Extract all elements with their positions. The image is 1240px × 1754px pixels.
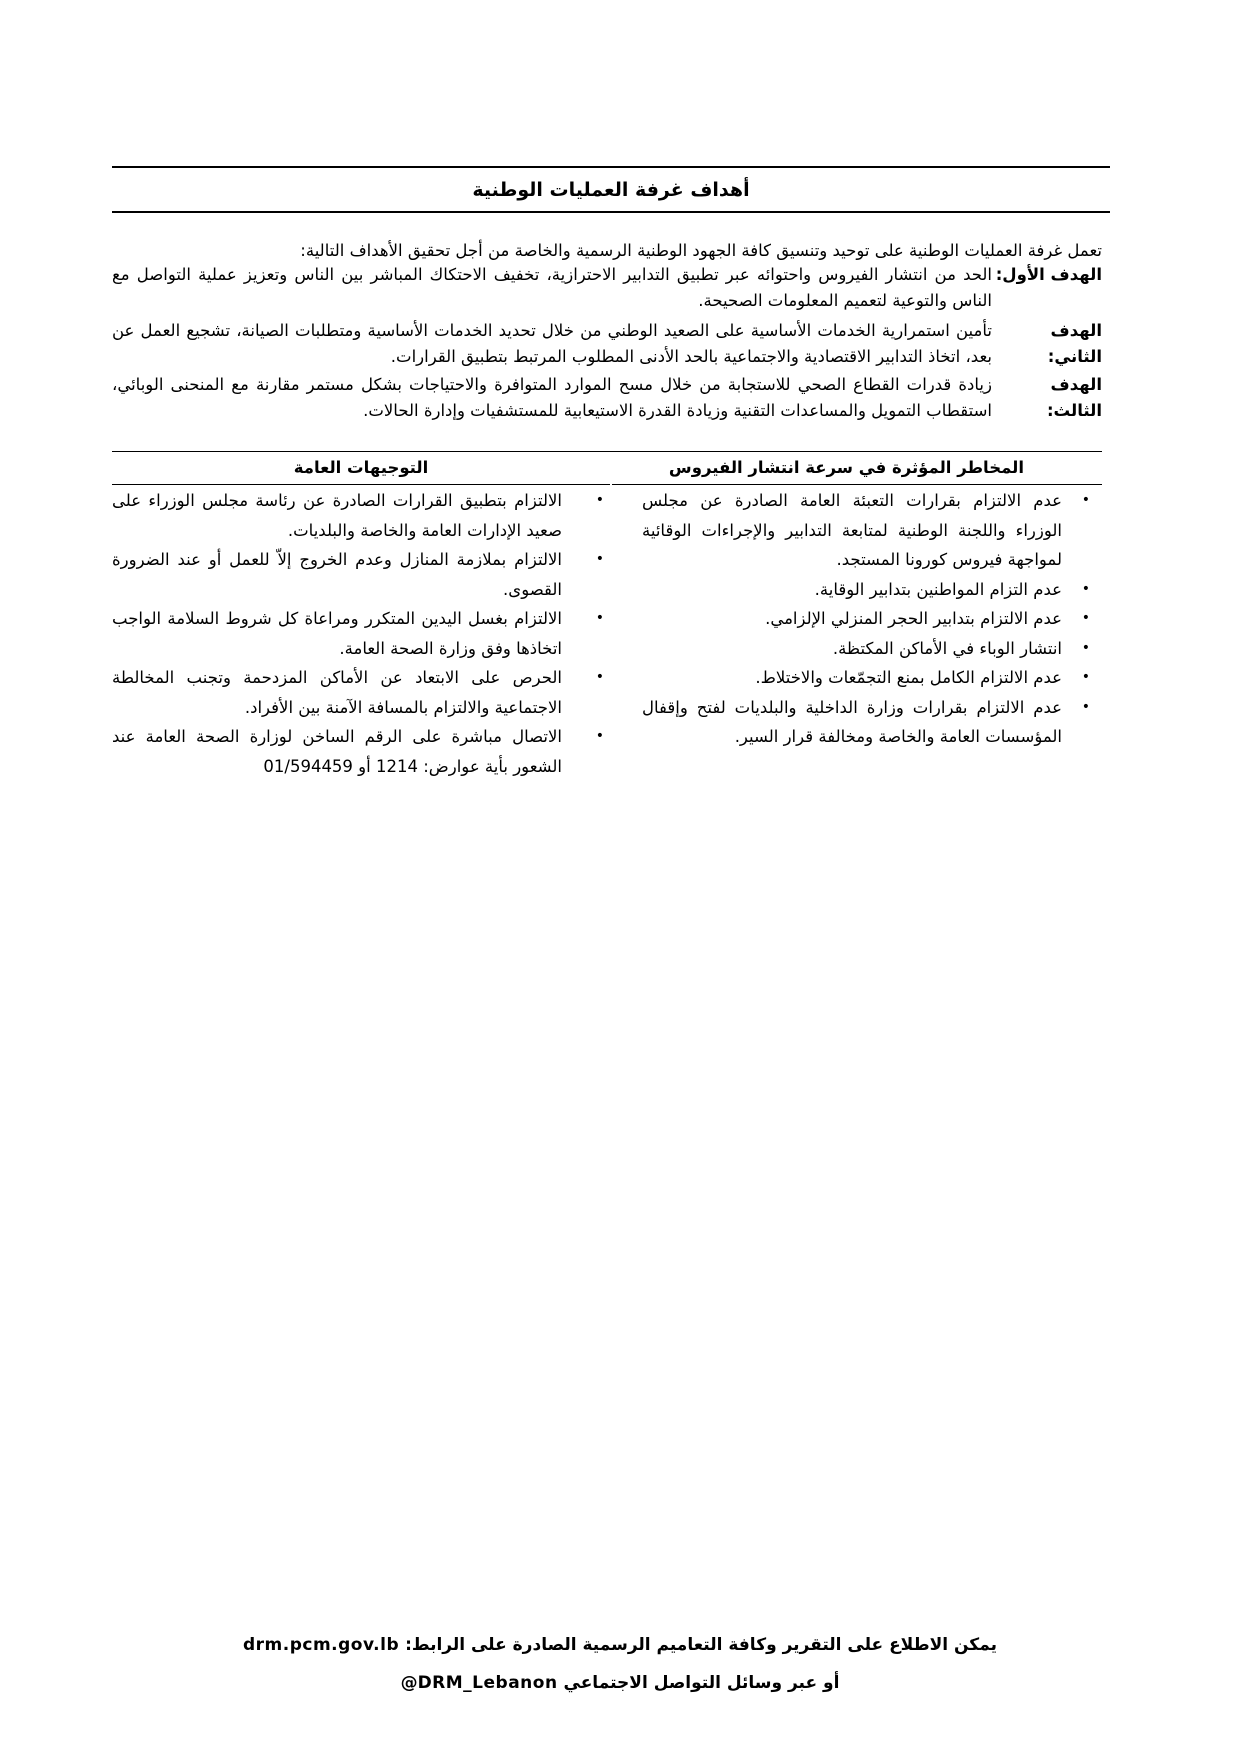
goal-item bbox=[112, 262, 1102, 314]
bullet-icon: • bbox=[595, 492, 604, 508]
bullet-icon: • bbox=[1081, 639, 1090, 656]
guidelines-heading-text: التوجيهات العامة bbox=[293, 458, 429, 477]
list-item-text: عدم الالتزام بقرارات وزارة الداخلية والبلديات لفتح وإقفال المؤسسات العامة والخاصة ومخالفة قرار السير. bbox=[642, 697, 1062, 746]
list-item-text: الاتصال مباشرة على الرقم الساخن لوزارة الصحة العامة عند الشعور بأية عوارض: 1214 أو 01/594459 bbox=[112, 727, 562, 776]
bullet-icon: • bbox=[1081, 610, 1090, 626]
guidelines-list bbox=[112, 486, 610, 781]
list-item bbox=[642, 575, 1102, 605]
list-item bbox=[642, 663, 1102, 693]
bullet-icon: • bbox=[595, 728, 604, 744]
bullet-icon: • bbox=[595, 610, 604, 626]
goal-label: الهدف الثالث: bbox=[1046, 375, 1102, 420]
bullet-icon: • bbox=[595, 551, 604, 567]
footer-link-line bbox=[0, 1635, 1240, 1655]
list-item bbox=[642, 693, 1102, 752]
risks-heading-text: المخاطر المؤثرة في سرعة انتشار الفيروس bbox=[668, 458, 1024, 477]
list-item bbox=[112, 604, 610, 663]
two-column-table bbox=[112, 451, 1102, 776]
list-item bbox=[642, 634, 1102, 664]
list-item bbox=[112, 486, 610, 545]
intro-paragraph: تعمل غرفة العمليات الوطنية على توحيد وتنسيق كافة الجهود الوطنية الرسمية والخاصة من أجل تحقيق الأهداف التالية: bbox=[300, 241, 1102, 260]
bullet-icon: • bbox=[1081, 698, 1090, 715]
list-item bbox=[642, 604, 1102, 634]
social-handle-link[interactable]: @DRM_Lebanon bbox=[400, 1673, 558, 1693]
list-item-text: انتشار الوباء في الأماكن المكتظة. bbox=[832, 638, 1062, 658]
list-item-text: الالتزام بغسل اليدين المتكرر ومراعاة كل شروط السلامة الواجب اتخاذها وفق وزارة الصحة العامة. bbox=[112, 609, 562, 658]
goal-text: الحد من انتشار الفيروس واحتوائه عبر تطبيق التدابير الاحترازية، تخفيف الاحتكاك المباشر بين الناس وتعزيز عملية التواصل مع الناس والتوعية لتعميم المعلومات الصحيحة. bbox=[112, 265, 992, 310]
list-item-text: الالتزام بتطبيق القرارات الصادرة عن رئاسة مجلس الوزراء على صعيد الإدارات العامة والخاصة والبلديات. bbox=[112, 491, 562, 540]
list-item bbox=[642, 486, 1102, 575]
bullet-icon: • bbox=[1081, 492, 1090, 508]
goal-label: الهدف الثاني: bbox=[1047, 321, 1102, 366]
goal-item bbox=[112, 372, 1102, 424]
goal-item bbox=[112, 318, 1102, 370]
risks-heading bbox=[612, 452, 1102, 485]
footer-social-text: أو عبر وسائل التواصل الاجتماعي bbox=[563, 1673, 840, 1693]
section-title-band bbox=[112, 166, 1110, 213]
risks-list bbox=[642, 486, 1102, 752]
goal-text: تأمين استمرارية الخدمات الأساسية على الصعيد الوطني من خلال تحديد الخدمات الأساسية ومتطلبات الصيانة، تشجيع العمل عن بعد، اتخاذ التدابير الاقتصادية والاجتماعية بالحد الأدنى المطلوب المرتبط بتطبيق القرارات. bbox=[112, 321, 992, 366]
list-item bbox=[112, 722, 610, 781]
bullet-icon: • bbox=[595, 669, 604, 685]
list-item-text: عدم التزام المواطنين بتدابير الوقاية. bbox=[814, 579, 1062, 599]
list-item-text: عدم الالتزام بقرارات التعبئة العامة الصادرة عن مجلس الوزراء واللجنة الوطنية لمتابعة التدابير والإجراءات الوقائية لمواجهة فيروس كورونا المستجد. bbox=[642, 491, 1062, 569]
guidelines-heading bbox=[112, 452, 610, 485]
goal-label: الهدف الأول: bbox=[995, 265, 1102, 284]
list-item-text: عدم الالتزام بتدابير الحجر المنزلي الإلزامي. bbox=[765, 609, 1062, 628]
list-item-text: الالتزام بملازمة المنازل وعدم الخروج إلاّ للعمل أو عند الضرورة القصوى. bbox=[112, 550, 562, 599]
footer-social-line bbox=[0, 1673, 1240, 1693]
list-item-text: عدم الالتزام الكامل بمنع التجمّعات والاختلاط. bbox=[755, 668, 1062, 687]
website-link[interactable]: drm.pcm.gov.lb bbox=[243, 1635, 400, 1655]
bullet-icon: • bbox=[1081, 669, 1090, 685]
list-item-text: الحرص على الابتعاد عن الأماكن المزدحمة وتجنب المخالطة الاجتماعية والالتزام بالمسافة الآمنة بين الأفراد. bbox=[112, 668, 562, 717]
footer-link-text: يمكن الاطلاع على التقرير وكافة التعاميم الرسمية الصادرة على الرابط: bbox=[405, 1635, 997, 1655]
list-item bbox=[112, 663, 610, 722]
list-item bbox=[112, 545, 610, 604]
bullet-icon: • bbox=[1081, 580, 1090, 597]
page-title: أهداف غرفة العمليات الوطنية bbox=[472, 178, 750, 201]
goal-text: زيادة قدرات القطاع الصحي للاستجابة من خلال مسح الموارد المتوافرة والاحتياجات بشكل مستمر مقارنة مع المنحنى الوبائي، استقطاب التمويل والمساعدات التقنية وزيادة القدرة الاستيعابية للمستشفيات وإدارة الحالات. bbox=[112, 375, 992, 420]
